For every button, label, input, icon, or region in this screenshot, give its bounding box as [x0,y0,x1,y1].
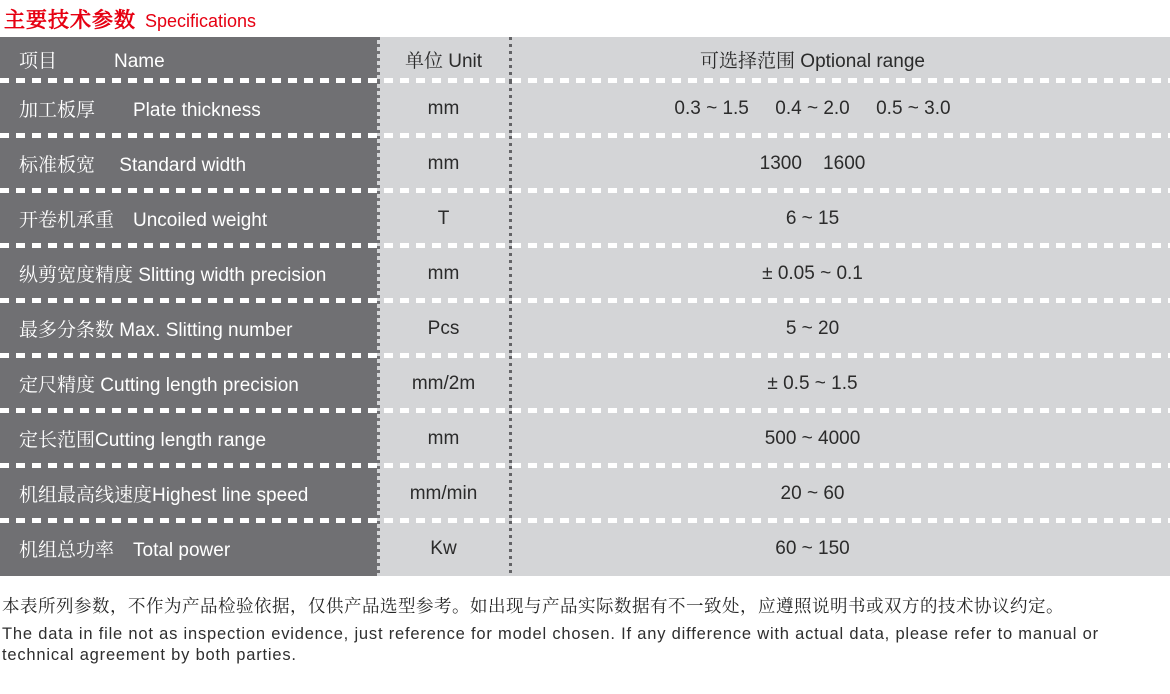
row-range-cell: 60 ~ 150 [510,521,1170,576]
row-name-cell: 机组最高线速度Highest line speed [0,466,377,521]
row-unit-cell: mm [377,136,510,191]
table-row-cutting-length-precision [0,356,1170,411]
table-row-standard-width [0,136,1170,191]
row-name-cell: 定尺精度 Cutting length precision [0,356,377,411]
disclaimer-en: The data in file not as inspection evidence, just reference for model chosen. If any difference with actual data, please refer to manual or technical agreement by both parties. [2,625,1099,665]
row-unit-cell: mm/2m [377,356,510,411]
table-row-highest-line-speed [0,466,1170,521]
row-range-cell: 500 ~ 4000 [510,411,1170,466]
table-row-max-slitting-number [0,301,1170,356]
row-range-cell: 0.3 ~ 1.5 0.4 ~ 2.0 0.5 ~ 3.0 [510,81,1170,136]
table-row-slitting-width-precision [0,246,1170,301]
table-header-row [0,37,1170,81]
row-unit-cell: Pcs [377,301,510,356]
header-unit-cell: 单位 Unit [377,37,510,81]
header-name-cell: 项目 Name [0,37,377,81]
page-title [0,0,1170,34]
disclaimer-cn: 本表所列参数，不作为产品检验依据，仅供产品选型参考。如出现与产品实际数据有不一致处，应遵照说明书或双方的技术协议约定。 [2,596,1064,616]
table-row-uncoiled-weight [0,191,1170,246]
row-name-cell: 定长范围Cutting length range [0,411,377,466]
row-range-cell: 5 ~ 20 [510,301,1170,356]
row-range-cell: ± 0.5 ~ 1.5 [510,356,1170,411]
row-name-cell: 纵剪宽度精度 Slitting width precision [0,246,377,301]
disclaimer [0,593,1170,666]
page-title-cn: 主要技术参数 [4,9,136,32]
page-title-en: Specifications [145,11,257,31]
row-name-cell: 最多分条数 Max. Slitting number [0,301,377,356]
specifications-table [0,37,1170,576]
row-unit-cell: mm [377,246,510,301]
row-range-cell: ± 0.05 ~ 0.1 [510,246,1170,301]
table-row-total-power [0,521,1170,576]
row-unit-cell: T [377,191,510,246]
row-range-cell: 20 ~ 60 [510,466,1170,521]
row-name-cell: 开卷机承重 Uncoiled weight [0,191,377,246]
row-unit-cell: Kw [377,521,510,576]
row-unit-cell: mm [377,411,510,466]
row-unit-cell: mm/min [377,466,510,521]
row-name-cell: 标准板宽 Standard width [0,136,377,191]
row-name-cell: 加工板厚 Plate thickness [0,81,377,136]
table-row-cutting-length-range [0,411,1170,466]
table-row-plate-thickness [0,81,1170,136]
row-range-cell: 6 ~ 15 [510,191,1170,246]
row-name-cell: 机组总功率 Total power [0,521,377,576]
row-unit-cell: mm [377,81,510,136]
row-range-cell: 1300 1600 [510,136,1170,191]
header-range-cell: 可选择范围 Optional range [510,37,1170,81]
